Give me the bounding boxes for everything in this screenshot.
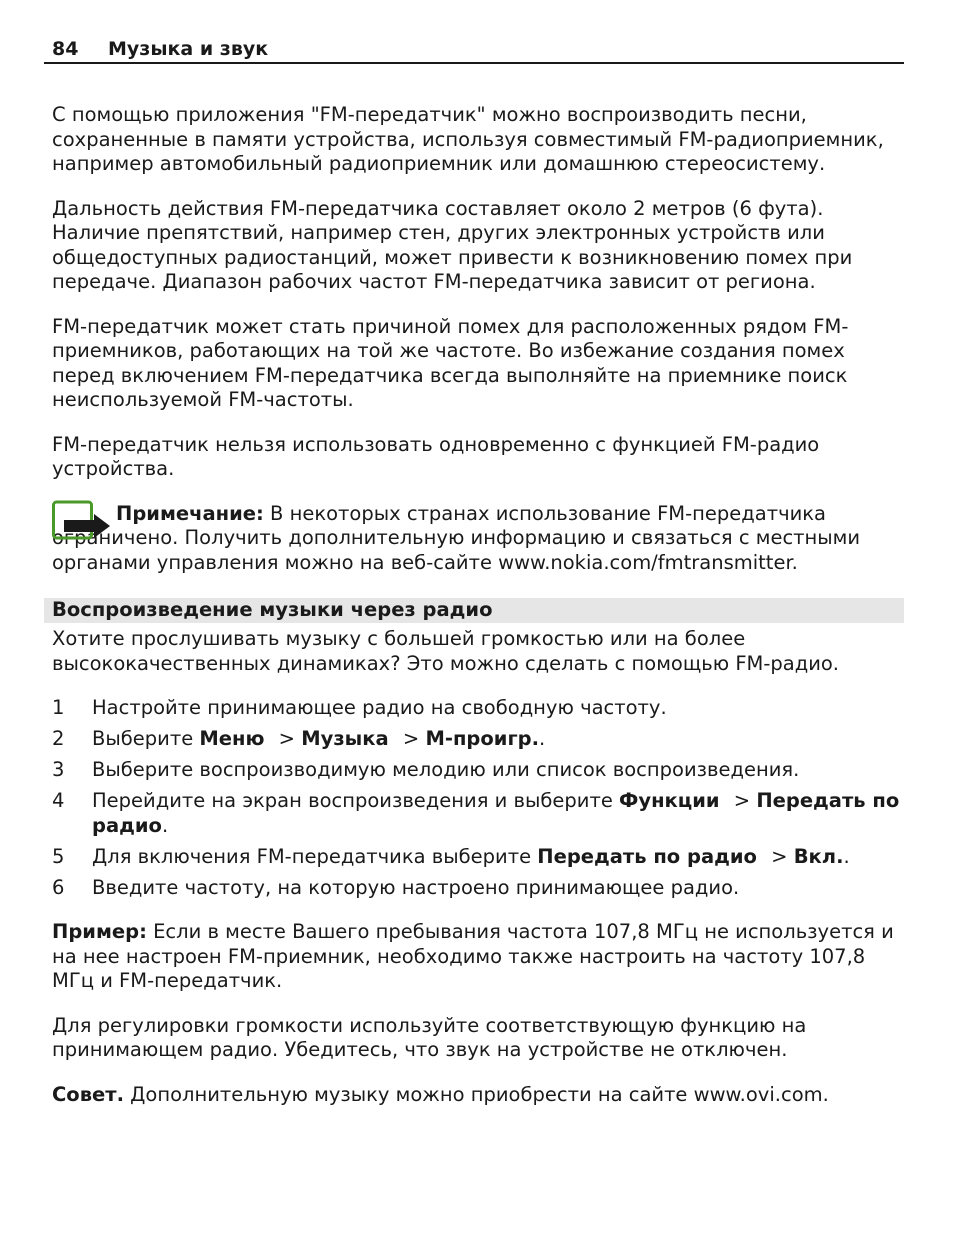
list-item	[52, 876, 904, 901]
menu-separator: >	[727, 789, 757, 812]
section-title: Воспроизведение музыки через радио	[44, 598, 904, 623]
menu-separator: >	[396, 727, 426, 750]
example-text: Если в месте Вашего пребывания частота 107,8 МГц не используется и на нее настроен FM-приемник, необходимо также настроить на частоту 107,8 МГц и FM-передатчик.	[52, 920, 894, 992]
step-text: Введите частоту, на которую настроено принимающее радио.	[92, 875, 740, 899]
page-number: 84	[52, 38, 79, 60]
list-item	[52, 789, 904, 838]
page-header	[44, 36, 904, 64]
step-text: Перейдите на экран воспроизведения и выберите	[92, 789, 620, 812]
paragraph-volume: Для регулировки громкости используйте соответствующую функцию на принимающем радио. Убедитесь, что звук на устройстве не отключен.	[52, 1013, 807, 1061]
list-item	[52, 758, 904, 783]
step-number: 3	[52, 758, 65, 781]
tip-label: Совет.	[52, 1082, 124, 1106]
paragraph-interference: FM-передатчик может стать причиной помех для расположенных рядом FM-приемников, работающих на той же частоте. Во избежание создания помех перед включением FM-передатчика всегда выполняйте на приемнике поиск неиспользуемой FM-частоты.	[52, 314, 849, 411]
menu-item: М-проигр.	[425, 727, 539, 750]
step-number: 4	[52, 789, 65, 812]
menu-separator: >	[764, 844, 794, 868]
paragraph-range: Дальность действия FM-передатчика составляет около 2 метров (6 фута). Наличие препятствий, например стен, других электронных устройств или общедоступных радиостанций, может привести к возникновению помех при передаче. Диапазон рабочих частот FM-передатчика зависит от региона.	[52, 196, 853, 293]
step-number: 5	[52, 844, 65, 868]
step-number: 2	[52, 727, 65, 750]
menu-item: Музыка	[301, 727, 389, 750]
paragraph-fm-radio: FM-передатчик нельзя использовать одновременно с функцией FM-радио устройства.	[52, 432, 820, 480]
menu-item: Вкл.	[793, 844, 844, 868]
section-name: Музыка и звук	[108, 38, 269, 60]
step-text: Выберите	[92, 727, 200, 750]
step-text: Для включения FM-передатчика выберите	[92, 844, 538, 868]
tip-text: Дополнительную музыку можно приобрести на сайте www.ovi.com.	[123, 1082, 829, 1106]
step-text: .	[539, 727, 546, 750]
step-number: 6	[52, 875, 65, 899]
menu-item: Функции	[619, 789, 720, 812]
step-text: Выберите воспроизводимую мелодию или список воспроизведения.	[92, 758, 800, 781]
menu-item: Передать по радио	[92, 789, 900, 837]
list-item	[52, 845, 904, 870]
page-content	[52, 103, 904, 1127]
step-text: .	[843, 844, 850, 868]
list-item	[52, 727, 904, 752]
example-label: Пример:	[52, 920, 147, 943]
step-number: 1	[52, 696, 65, 719]
menu-item: Передать по радио	[537, 844, 757, 868]
section-intro: Хотите прослушивать музыку с большей громкостью или на более высококачественных динамиках? Это можно сделать с помощью FM-радио.	[52, 627, 840, 675]
note	[52, 502, 904, 576]
menu-item: Меню	[199, 727, 265, 750]
steps-list	[52, 696, 904, 900]
example	[52, 920, 904, 994]
step-text: .	[161, 813, 169, 837]
paragraph-intro: С помощью приложения "FM-передатчик" можно воспроизводить песни, сохраненные в памяти устройства, используя совместимый FM-радиоприемник, например автомобильный радиоприемник или домашнюю стереосистему.	[52, 103, 884, 175]
menu-separator: >	[272, 727, 302, 750]
tip	[52, 1083, 904, 1108]
note-icon	[52, 499, 112, 543]
note-label: Примечание:	[116, 501, 264, 525]
list-item	[52, 696, 904, 721]
note-text: В некоторых странах использование FM-передатчика ограничено. Получить дополнительную информацию и связаться с местными органами управления можно на веб-сайте www.nokia.com/fmtransmitter.	[52, 501, 861, 574]
step-text: Настройте принимающее радио на свободную частоту.	[92, 696, 667, 719]
